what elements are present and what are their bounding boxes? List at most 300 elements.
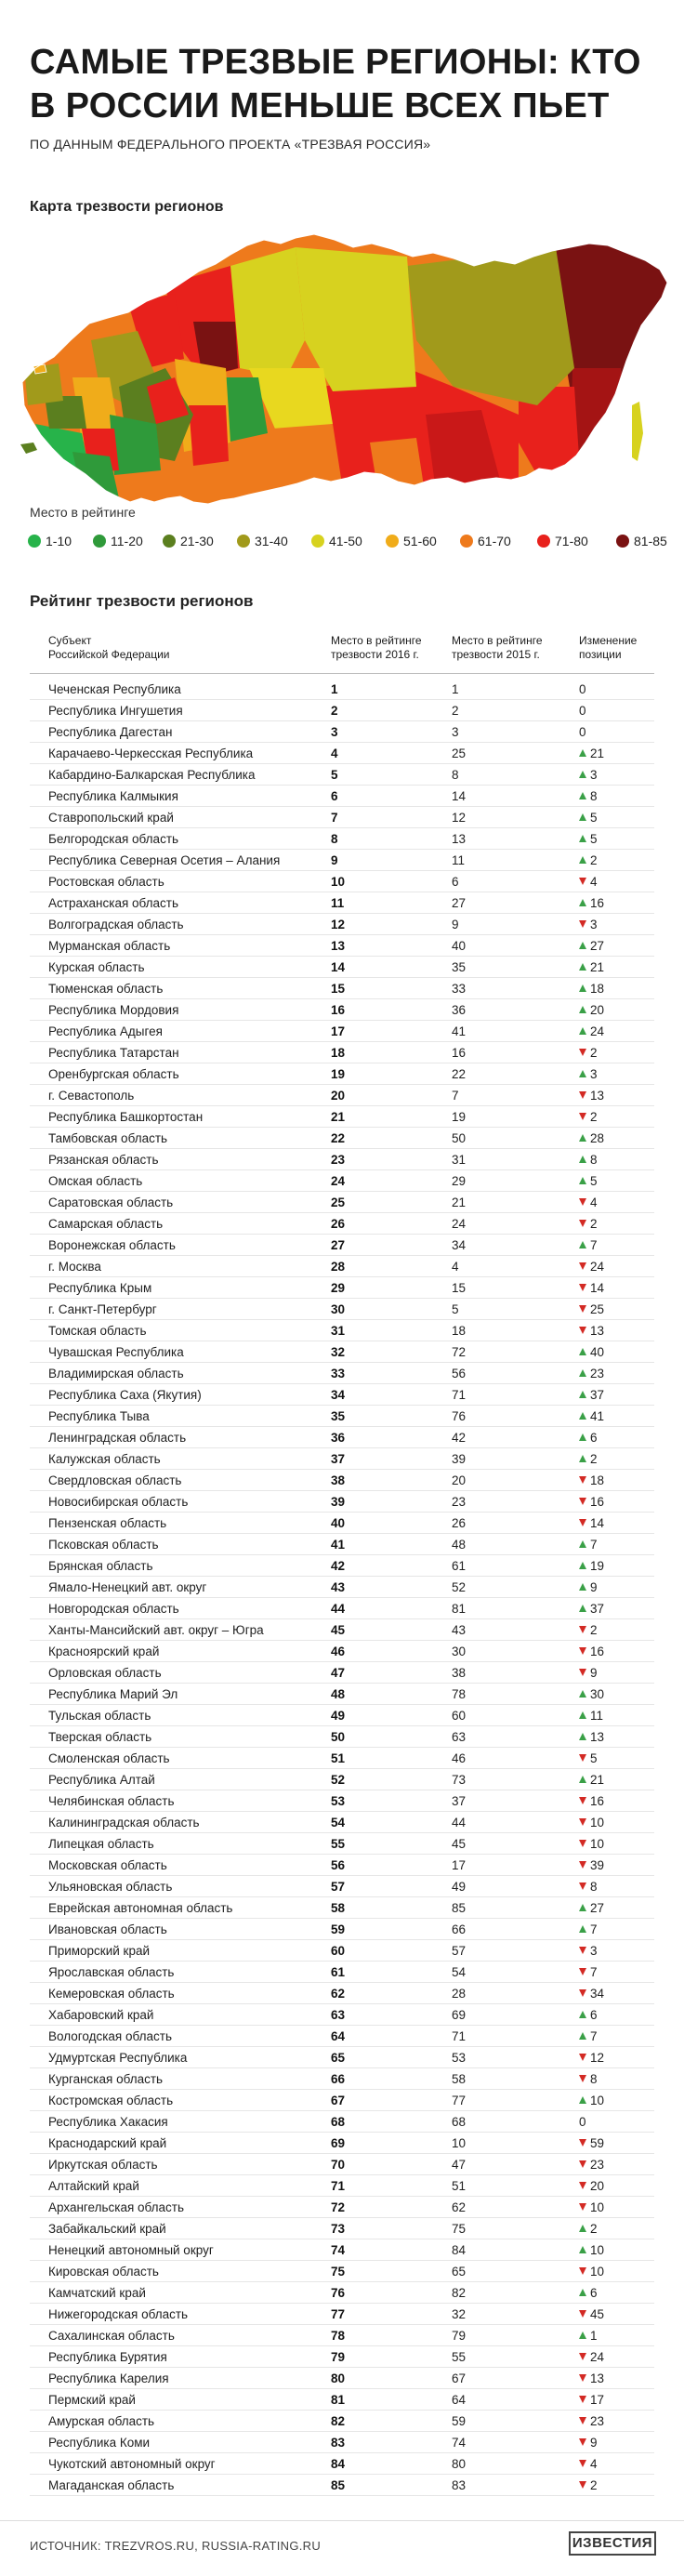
change-value: 23	[590, 2414, 605, 2428]
position-change	[579, 1516, 604, 1530]
table-row	[30, 850, 654, 871]
region-name: Ханты-Мансийский авт. округ – Югра	[48, 1623, 264, 1637]
arrow-up-icon	[579, 1583, 586, 1591]
region-name: Волгоградская область	[48, 918, 184, 931]
table-row	[30, 2090, 654, 2111]
rank-2015: 64	[452, 2393, 467, 2407]
rank-2015: 22	[452, 1067, 467, 1081]
rank-2016: 68	[331, 2115, 346, 2129]
arrow-down-icon	[579, 1647, 586, 1655]
position-change	[579, 2136, 604, 2150]
rank-2015: 5	[452, 1302, 459, 1316]
rank-2016: 66	[331, 2072, 346, 2086]
rank-2015: 44	[452, 1816, 467, 1830]
table-row	[30, 2411, 654, 2432]
rank-2016: 21	[331, 1110, 346, 1124]
rank-2016: 71	[331, 2179, 346, 2193]
change-value: 2	[590, 2222, 598, 2236]
legend-label: 41-50	[329, 534, 362, 548]
position-change	[579, 2286, 598, 2300]
russia-regions-map	[17, 229, 671, 508]
table-row	[30, 807, 654, 828]
rank-2016: 41	[331, 1538, 346, 1552]
table-row	[30, 2133, 654, 2154]
legend-swatch	[163, 535, 176, 548]
region-name: Московская область	[48, 1858, 167, 1872]
table-row	[30, 1042, 654, 1063]
table-row	[30, 1876, 654, 1897]
table-row	[30, 1962, 654, 1983]
change-value: 8	[590, 1153, 598, 1167]
change-value: 18	[590, 982, 605, 996]
position-change	[579, 2457, 598, 2471]
arrow-down-icon	[579, 2438, 586, 2446]
change-value: 0	[579, 2115, 586, 2129]
position-change	[579, 875, 598, 889]
rank-2015: 58	[452, 2072, 467, 2086]
rank-2015: 82	[452, 2286, 467, 2300]
rank-2015: 79	[452, 2329, 467, 2343]
rank-2016: 16	[331, 1003, 346, 1017]
position-change	[579, 2200, 604, 2214]
legend-item	[460, 531, 511, 551]
position-change	[579, 2008, 598, 2022]
rank-2016: 25	[331, 1196, 346, 1209]
position-change	[579, 1495, 604, 1509]
position-change	[579, 1837, 604, 1851]
region-name: Республика Коми	[48, 2436, 151, 2450]
change-value: 13	[590, 1730, 605, 1744]
rank-2016: 49	[331, 1709, 346, 1723]
change-value: 16	[590, 896, 605, 910]
rank-2016: 23	[331, 1153, 346, 1167]
rank-2016: 48	[331, 1687, 346, 1701]
arrow-up-icon	[579, 1433, 586, 1441]
legend-swatch	[616, 535, 629, 548]
region-name: Алтайский край	[48, 2179, 139, 2193]
change-value: 19	[590, 1559, 605, 1573]
change-value: 27	[590, 1901, 605, 1915]
region-name: Республика Ингушетия	[48, 704, 183, 718]
region-name: Республика Северная Осетия – Алания	[48, 853, 281, 867]
position-change	[579, 1409, 604, 1423]
change-value: 3	[590, 918, 598, 931]
rank-2015: 43	[452, 1623, 467, 1637]
change-value: 5	[590, 1751, 598, 1765]
region-name: Омская область	[48, 1174, 143, 1188]
arrow-up-icon	[579, 835, 586, 842]
change-value: 21	[590, 1773, 605, 1787]
table-row	[30, 2026, 654, 2047]
region-name: Забайкальский край	[48, 2222, 166, 2236]
table-row	[30, 743, 654, 764]
footer-divider	[0, 2520, 684, 2521]
rank-2015: 47	[452, 2158, 467, 2172]
region-name: Вологодская область	[48, 2029, 172, 2043]
arrow-down-icon	[579, 1989, 586, 1997]
table-row	[30, 1662, 654, 1684]
arrow-up-icon	[579, 1904, 586, 1911]
legend-label: 1-10	[46, 534, 72, 548]
table-row	[30, 1812, 654, 1833]
arrow-up-icon	[579, 1455, 586, 1462]
arrow-up-icon	[579, 1412, 586, 1420]
table-row	[30, 1363, 654, 1384]
legend-label: 11-20	[111, 534, 143, 548]
table-row	[30, 957, 654, 978]
region-name: Республика Марий Эл	[48, 1687, 178, 1701]
rank-2015: 3	[452, 725, 459, 739]
page-title: САМЫЕ ТРЕЗВЫЕ РЕГИОНЫ: КТО В РОССИИ МЕНЬШЕ ВСЕХ ПЬЕТ	[30, 43, 641, 125]
position-change	[579, 2371, 604, 2385]
table-row	[30, 2239, 654, 2261]
position-change	[579, 2072, 598, 2086]
change-value: 3	[590, 1067, 598, 1081]
region-name: Архангельская область	[48, 2200, 185, 2214]
arrow-up-icon	[579, 1369, 586, 1377]
table-row	[30, 1256, 654, 1277]
arrow-down-icon	[579, 1519, 586, 1526]
table-row	[30, 1684, 654, 1705]
change-value: 59	[590, 2136, 605, 2150]
arrow-up-icon	[579, 813, 586, 821]
position-change	[579, 811, 598, 825]
change-value: 7	[590, 2029, 598, 2043]
change-value: 28	[590, 1131, 605, 1145]
table-row	[30, 892, 654, 914]
rank-2016: 24	[331, 1174, 346, 1188]
legend-label: 21-30	[180, 534, 214, 548]
rank-2015: 23	[452, 1495, 467, 1509]
rank-2016: 4	[331, 746, 338, 760]
arrow-down-icon	[579, 1220, 586, 1227]
rank-2015: 33	[452, 982, 467, 996]
table-row	[30, 1406, 654, 1427]
rank-2015: 72	[452, 1345, 467, 1359]
change-value: 7	[590, 1922, 598, 1936]
position-change	[579, 1473, 604, 1487]
rank-2016: 10	[331, 875, 346, 889]
arrow-down-icon	[579, 2267, 586, 2275]
arrow-up-icon	[579, 1925, 586, 1933]
arrow-down-icon	[579, 1754, 586, 1762]
change-value: 7	[590, 1965, 598, 1979]
region-name: Республика Хакасия	[48, 2115, 168, 2129]
change-value: 20	[590, 2179, 605, 2193]
position-change	[579, 1816, 604, 1830]
table-row	[30, 2154, 654, 2175]
arrow-down-icon	[579, 2203, 586, 2211]
rank-2015: 6	[452, 875, 459, 889]
table-row	[30, 721, 654, 743]
rank-2016: 63	[331, 2008, 346, 2022]
change-value: 3	[590, 768, 598, 782]
arrow-up-icon	[579, 2032, 586, 2040]
legend-label: 61-70	[478, 534, 511, 548]
change-value: 13	[590, 1089, 605, 1103]
position-change	[579, 1645, 604, 1658]
table-row	[30, 1384, 654, 1406]
arrow-down-icon	[579, 1498, 586, 1505]
arrow-down-icon	[579, 2374, 586, 2382]
region-name: Владимирская область	[48, 1367, 184, 1380]
table-row	[30, 1192, 654, 1213]
position-change	[579, 1431, 598, 1445]
table-row	[30, 2047, 654, 2068]
change-value: 45	[590, 2307, 605, 2321]
rank-2016: 67	[331, 2094, 346, 2107]
rank-2016: 14	[331, 960, 346, 974]
region-name: Амурская область	[48, 2414, 155, 2428]
table-row	[30, 1919, 654, 1940]
rank-2015: 46	[452, 1751, 467, 1765]
position-change	[579, 982, 604, 996]
change-value: 10	[590, 2243, 605, 2257]
change-value: 6	[590, 1431, 598, 1445]
region-name: Ставропольский край	[48, 811, 174, 825]
table-row	[30, 2068, 654, 2090]
change-value: 16	[590, 1495, 605, 1509]
change-value: 2	[590, 1110, 598, 1124]
table-row	[30, 1491, 654, 1513]
rank-2015: 29	[452, 1174, 467, 1188]
legend-swatch	[237, 535, 250, 548]
rank-2016: 47	[331, 1666, 346, 1680]
rank-2015: 59	[452, 2414, 467, 2428]
rank-2015: 62	[452, 2200, 467, 2214]
region-name: Республика Саха (Якутия)	[48, 1388, 202, 1402]
change-value: 11	[590, 1709, 604, 1723]
rank-2015: 31	[452, 1153, 467, 1167]
table-row	[30, 1790, 654, 1812]
rank-2015: 54	[452, 1965, 467, 1979]
table-heading: Рейтинг трезвости регионов	[30, 592, 254, 610]
change-value: 2	[590, 2478, 598, 2492]
arrow-down-icon	[579, 2182, 586, 2189]
arrow-down-icon	[579, 2460, 586, 2467]
legend-label: 51-60	[403, 534, 437, 548]
rank-2015: 16	[452, 1046, 467, 1060]
arrow-up-icon	[579, 1070, 586, 1077]
region-name: Свердловская область	[48, 1473, 182, 1487]
region-name: Ямало-Ненецкий авт. округ	[48, 1580, 207, 1594]
rank-2016: 8	[331, 832, 338, 846]
rank-2015: 80	[452, 2457, 467, 2471]
rank-2015: 40	[452, 939, 467, 953]
rank-2015: 8	[452, 768, 459, 782]
rank-2016: 54	[331, 1816, 346, 1830]
izvestia-logo: ИЗВЕСТИЯ	[569, 2531, 656, 2556]
rank-2016: 72	[331, 2200, 346, 2214]
rank-2016: 57	[331, 1880, 346, 1894]
arrow-up-icon	[579, 2289, 586, 2296]
rank-2015: 20	[452, 1473, 467, 1487]
rank-2016: 59	[331, 1922, 346, 1936]
table-row	[30, 1577, 654, 1598]
rank-2015: 14	[452, 789, 467, 803]
table-row	[30, 1513, 654, 1534]
region-name: Хабаровский край	[48, 2008, 154, 2022]
arrow-down-icon	[579, 2139, 586, 2147]
position-change	[579, 1174, 598, 1188]
arrow-down-icon	[579, 1284, 586, 1291]
table-row	[30, 1170, 654, 1192]
legend-swatch	[93, 535, 106, 548]
rank-2016: 52	[331, 1773, 346, 1787]
region-name: Республика Дагестан	[48, 725, 173, 739]
change-value: 39	[590, 1858, 605, 1872]
rank-2016: 56	[331, 1858, 346, 1872]
change-value: 5	[590, 1174, 598, 1188]
rank-2016: 22	[331, 1131, 346, 1145]
rank-2016: 50	[331, 1730, 346, 1744]
change-value: 16	[590, 1794, 605, 1808]
position-change	[579, 1046, 598, 1060]
region-name: Ленинградская область	[48, 1431, 187, 1445]
legend-item	[311, 531, 362, 551]
rank-2015: 57	[452, 1944, 467, 1958]
table-row	[30, 1534, 654, 1555]
legend-label: 71-80	[555, 534, 588, 548]
rank-2015: 71	[452, 1388, 467, 1402]
region-name: Пермский край	[48, 2393, 136, 2407]
rank-2016: 55	[331, 1837, 346, 1851]
arrow-up-icon	[579, 792, 586, 799]
arrow-up-icon	[579, 942, 586, 949]
rank-2016: 38	[331, 1473, 346, 1487]
rank-2016: 32	[331, 1345, 346, 1359]
region-name: Ненецкий автономный округ	[48, 2243, 214, 2257]
table-row	[30, 1149, 654, 1170]
rank-2015: 28	[452, 1987, 467, 2001]
change-value: 7	[590, 1538, 598, 1552]
rank-2016: 18	[331, 1046, 346, 1060]
position-change	[579, 2307, 604, 2321]
table-row	[30, 786, 654, 807]
position-change	[579, 1260, 604, 1274]
rank-2016: 9	[331, 853, 338, 867]
legend-item	[93, 531, 143, 551]
rank-2015: 69	[452, 2008, 467, 2022]
region-name: Саратовская область	[48, 1196, 174, 1209]
change-value: 2	[590, 853, 598, 867]
rank-2015: 30	[452, 1645, 467, 1658]
table-row	[30, 1277, 654, 1299]
table-row	[30, 2368, 654, 2389]
rank-2016: 35	[331, 1409, 346, 1423]
table-row	[30, 871, 654, 892]
change-value: 10	[590, 2265, 605, 2279]
rank-2015: 1	[452, 682, 459, 696]
position-change	[579, 2436, 598, 2450]
position-change	[579, 725, 586, 739]
rank-2016: 26	[331, 1217, 346, 1231]
rank-2015: 34	[452, 1238, 467, 1252]
rank-2015: 65	[452, 2265, 467, 2279]
change-value: 21	[590, 746, 605, 760]
rank-2015: 68	[452, 2115, 467, 2129]
rank-2016: 31	[331, 1324, 346, 1338]
region-name: Калужская область	[48, 1452, 161, 1466]
position-change	[579, 939, 604, 953]
change-value: 7	[590, 1238, 598, 1252]
rank-2016: 73	[331, 2222, 346, 2236]
region-name: Приморский край	[48, 1944, 151, 1958]
region-name: Чувашская Республика	[48, 1345, 184, 1359]
rank-2016: 44	[331, 1602, 346, 1616]
rank-2015: 52	[452, 1580, 467, 1594]
arrow-down-icon	[579, 2417, 586, 2424]
region-name: Камчатский край	[48, 2286, 146, 2300]
rank-2016: 69	[331, 2136, 346, 2150]
arrow-down-icon	[579, 2310, 586, 2318]
rank-2015: 77	[452, 2094, 467, 2107]
legend-swatch	[311, 535, 324, 548]
change-value: 9	[590, 1666, 598, 1680]
change-value: 8	[590, 789, 598, 803]
change-value: 40	[590, 1345, 605, 1359]
position-change	[579, 1666, 598, 1680]
rank-2015: 24	[452, 1217, 467, 1231]
region-name: Республика Татарстан	[48, 1046, 179, 1060]
position-change	[579, 1281, 604, 1295]
rank-2015: 2	[452, 704, 459, 718]
rank-2016: 75	[331, 2265, 346, 2279]
position-change	[579, 1559, 604, 1573]
region-name: Липецкая область	[48, 1837, 154, 1851]
position-change	[579, 1965, 598, 1979]
change-value: 25	[590, 1302, 605, 1316]
position-change	[579, 1987, 604, 2001]
position-change	[579, 1858, 604, 1872]
change-value: 10	[590, 2094, 605, 2107]
rank-2015: 27	[452, 896, 467, 910]
position-change	[579, 2265, 604, 2279]
table-row	[30, 1833, 654, 1855]
position-change	[579, 2329, 598, 2343]
region-name: Брянская область	[48, 1559, 153, 1573]
table-row	[30, 1128, 654, 1149]
arrow-down-icon	[579, 2396, 586, 2403]
legend-swatch	[28, 535, 41, 548]
arrow-down-icon	[579, 2353, 586, 2360]
position-change	[579, 1024, 604, 1038]
region-name: Ивановская область	[48, 1922, 167, 1936]
legend-label: 81-85	[634, 534, 667, 548]
position-change	[579, 960, 604, 974]
region-name: Республика Алтай	[48, 1773, 155, 1787]
rank-2016: 2	[331, 704, 338, 718]
rank-2015: 19	[452, 1110, 467, 1124]
table-row	[30, 1705, 654, 1726]
position-change	[579, 896, 604, 910]
position-change	[579, 1944, 598, 1958]
region-name: Кемеровская область	[48, 1987, 175, 2001]
legend-item	[237, 531, 288, 551]
rank-2015: 32	[452, 2307, 467, 2321]
position-change	[579, 1003, 604, 1017]
arrow-down-icon	[579, 1198, 586, 1206]
region-name: Ростовская область	[48, 875, 164, 889]
rank-2015: 63	[452, 1730, 467, 1744]
arrow-up-icon	[579, 1177, 586, 1184]
region-name: Иркутская область	[48, 2158, 158, 2172]
region-name: г. Москва	[48, 1260, 101, 1274]
col-header-rank-2016: Место в рейтинге трезвости 2016 г.	[331, 634, 422, 661]
arrow-down-icon	[579, 920, 586, 928]
position-change	[579, 1089, 604, 1103]
rank-2015: 50	[452, 1131, 467, 1145]
